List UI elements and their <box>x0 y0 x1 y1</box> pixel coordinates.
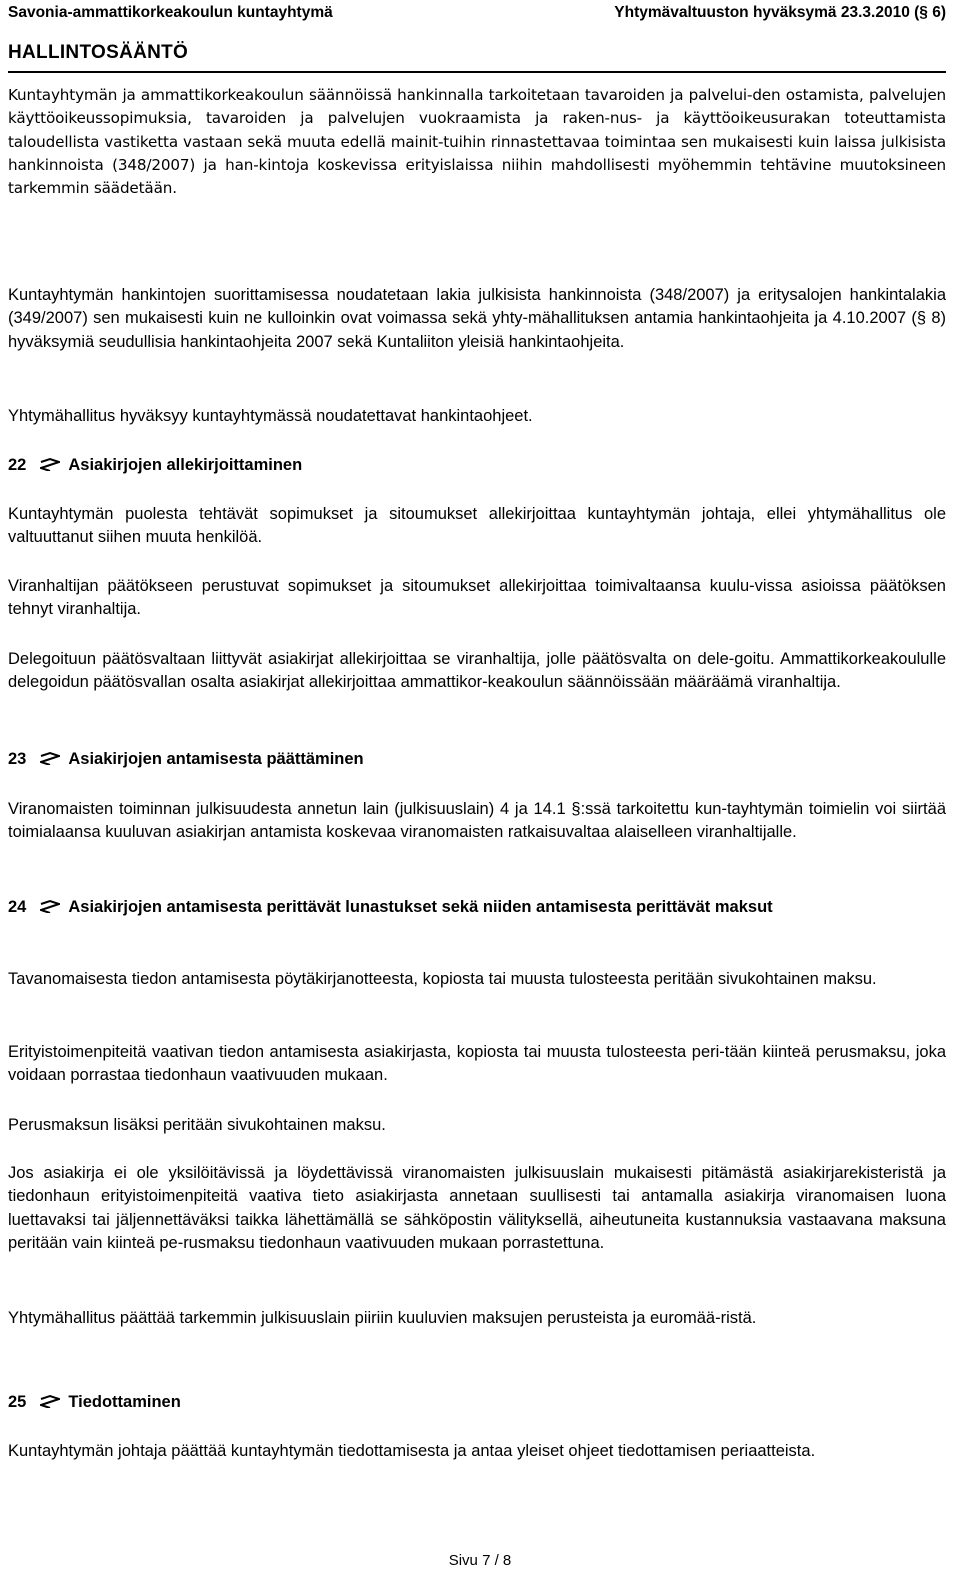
approval-note: Yhtymävaltuuston hyväksymä 23.3.2010 (§ 6) <box>614 4 946 21</box>
document-page <box>8 0 946 1460</box>
paragraph-procurement-guidelines: Yhtymähallitus hyväksyy kuntayhtymässä noudatettavat hankintaohjeet. <box>8 407 533 425</box>
paragraph-communication: Kuntayhtymän johtaja päättää kuntayhtymän tiedottamisesta ja antaa yleiset ohjeet tiedottamisen periaatteista. <box>8 1442 816 1460</box>
page-number: Sivu 7 / 8 <box>448 1552 512 1569</box>
paragraph-signing-director: Kuntayhtymän puolesta tehtävät sopimukset ja sitoumukset allekirjoittaa kuntayhtymän johtaja, ellei yhtymähallitus ole valtuuttanut siihen muuta henkilöä. <box>8 505 946 547</box>
section-heading-24 <box>8 896 946 919</box>
paragraph-procurement-definition: Kuntayhtymän ja ammattikorkeakoulun säännöissä hankinnalla tarkoitetaan tavaroiden ja palvelui-den ostamista, palvelujen käyttöoikeussopimuksia, tavaroiden ja palvelujen vuokraamista ja raken-nus- ja käyttöoikeusurakan toteuttamista taloudellista vastiketta vastaan sekä muuta edellä mainit-tuihin rinnastettavaa toimintaa sen mukaisesti kuin laissa julkisista hankinnoista (348/2007) ja han-kintoja koskevissa erityislaissa niihin mahdollisesti myöhemmin tehtävine muutoksineen tarkemmin säädetään. <box>8 86 946 198</box>
section-heading-22 <box>8 454 946 477</box>
section-title: Asiakirjojen allekirjoittaminen <box>68 456 303 474</box>
paragraph-signing-official: Viranhaltijan päätökseen perustuvat sopimukset ja sitoumukset allekirjoittaa toimivaltaansa kuulu-vissa asioissa päätöksen tehnyt viranhaltija. <box>8 577 946 619</box>
section-heading-25 <box>8 1391 946 1414</box>
organization-name: Savonia-ammattikorkeakoulun kuntayhtymä <box>8 4 333 21</box>
paragraph-page-fee: Tavanomaisesta tiedon antamisesta pöytäkirjanotteesta, kopiosta tai muusta tulosteesta peritään sivukohtainen maksu. <box>8 970 877 988</box>
section-number: 22 <box>8 456 27 474</box>
page-header <box>8 0 946 30</box>
document-title: HALLINTOSÄÄNTÖ <box>8 42 189 63</box>
paragraph-base-fee: Erityistoimenpiteitä vaativan tiedon antamisesta asiakirjasta, kopiosta tai muusta tulosteesta peri-tään kiinteä perusmaksu, joka voidaan porrastaa tiedonhaun vaativuuden mukaan. <box>8 1043 946 1085</box>
paragraph-signing-delegated: Delegoituun päätösvaltaan liittyvät asiakirjat allekirjoittaa se viranhaltija, jolle päätösvalta on dele-goitu. Ammattikorkeakoululle delegoidun päätösvallan osalta asiakirjat allekirjoittaa ammattikor-keakoulun säännöissään määräämä viranhaltija. <box>8 650 946 692</box>
section-number: 25 <box>8 1393 27 1411</box>
section-title: Asiakirjojen antamisesta päättäminen <box>68 750 364 768</box>
paragraph-additional-fee: Perusmaksun lisäksi peritään sivukohtainen maksu. <box>8 1116 386 1134</box>
section-title: Asiakirjojen antamisesta perittävät lunastukset sekä niiden antamisesta perittävät maksut <box>68 898 773 916</box>
section-title: Tiedottaminen <box>68 1393 181 1411</box>
header-divider <box>8 71 946 73</box>
section-number: 23 <box>8 750 27 768</box>
section-heading-23 <box>8 748 946 771</box>
paragraph-procurement-law: Kuntayhtymän hankintojen suorittamisessa noudatetaan lakia julkisista hankinnoista (348/2007) ja eritysalojen hankintalakia (349/2007) sen mukaisesti kuin ne kulloinkin ovat voimassa sekä yhty-mähallituksen antamia hankintaohjeita ja 4.10.2007 (§ 8) hyväksymiä seudullisia hankintaohjeita 2007 sekä Kuntaliiton yleisiä hankintaohjeita. <box>8 286 946 351</box>
section-number: 24 <box>8 898 27 916</box>
section-sign-icon <box>40 899 60 913</box>
paragraph-register-fee: Jos asiakirja ei ole yksilöitävissä ja löydettävissä viranomaisten julkisuuslain mukaisesti pitämästä asiakirjarekisteristä ja tiedonhaun erityistoimenpiteitä vaativa tieto asiakirjasta annetaan suullisesti tai antamalla asiakirja viranomaisen luona luettavaksi tai jäljennettäväksi taikka lähettämällä se sähköpostin välityksellä, aiheutuneita kustannuksia vastaavana maksuna peritään vain kiinteä pe-rusmaksu tiedonhaun vaativuuden mukaan porrastettuna. <box>8 1164 946 1252</box>
section-sign-icon <box>40 751 60 765</box>
section-sign-icon <box>40 1394 60 1408</box>
paragraph-publicity-law: Viranomaisten toiminnan julkisuudesta annetun lain (julkisuuslain) 4 ja 14.1 §:ssä tarkoitettu kun-tayhtymän toimielin voi siirtää toimialaansa kuuluvan asiakirjan antamista koskevaa viranomaisten ratkaisuvaltaa alaiselleen viranhaltijalle. <box>8 800 946 842</box>
section-sign-icon <box>40 457 60 471</box>
paragraph-fee-decision: Yhtymähallitus päättää tarkemmin julkisuuslain piiriin kuuluvien maksujen perusteista ja euromää-ristä. <box>8 1309 757 1327</box>
